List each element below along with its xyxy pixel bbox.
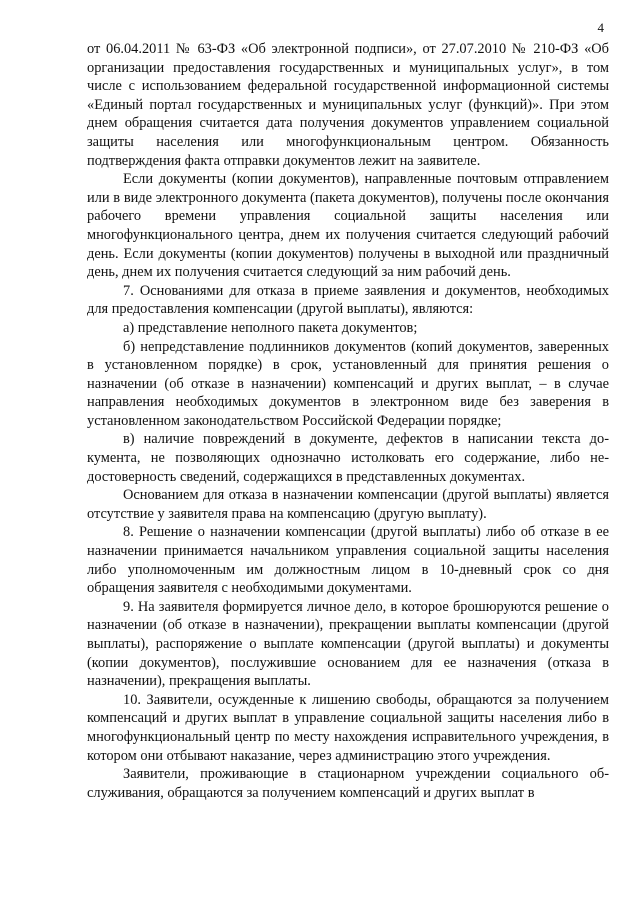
- paragraph-clause-9: 9. На заявителя формируется личное дело, в которое брошюруются решение о назначении (об отказе в назначении), прекращении выплаты компенсации (другой выплаты), распоряжение о выплате компенсации (другой выплаты) и документы (копии документов), послужившие основанием для ее назначения (отказа в назначении), прекращения выплаты.: [87, 598, 609, 690]
- paragraph-refusal-basis: Основанием для отказа в назначении компенсации (другой выплаты) является отсутствие у заявителя права на компенсацию (другую выплату).: [87, 487, 609, 522]
- paragraph-continued: от 06.04.2011 № 63-ФЗ «Об электронной подписи», от 27.07.2010 № 210-ФЗ «Об организации предоставления государственных и муниципальных услуг», в том числе с использованием федеральной государственной информационной системы «Единый портал государственных и муниципальных услуг (функций)». При этом днем обращения считается дата получения документов управлением социальной защиты населения или многофункциональным центром. Обязанность подтверждения факта отправки документов лежит на заявителе.: [87, 41, 609, 169]
- document-body: [87, 40, 609, 802]
- paragraph-residents: Заявители, проживающие в стационарном учреждении социального обслуживания, обращаются за получением компенсаций и других выплат в: [87, 766, 609, 801]
- paragraph-clause-7b: б) непредставление подлинников документов (копий документов, заверенных в установленном порядке) в срок, установленный для принятия решения о назначении (об отказе в назначении) компенсаций и других выплат, – в случае направления необходимых документов в электронном виде без заверения в установленном законодательством Российской Федерации порядке;: [87, 338, 609, 429]
- page-number: 4: [597, 20, 604, 35]
- paragraph-clause-8: 8. Решение о назначении компенсации (другой выплаты) либо об отказе в ее назначении принимается начальником управления социальной защиты населения либо уполномоченным им должностным лицом в 10-дневный срок со дня обращения заявителя с необходимыми документами.: [87, 524, 609, 597]
- paragraph-clause-7c: в) наличие повреждений в документе, дефектов в написании текста документа, не позволяющих однозначно истолковать его содержание, либо недостоверность сведений, содержащихся в представленных документах.: [87, 431, 609, 485]
- paragraph-clause-7: 7. Основаниями для отказа в приеме заявления и документов, необходимых для предоставления компенсации (другой выплаты), являются:: [87, 282, 609, 318]
- paragraph-documents-received: Если документы (копии документов), направленные почтовым отправлением или в виде электронного документа (пакета документов), получены после окончания рабочего времени управления социальной защиты населения или многофункционального центра, днем их получения считается следующий рабочий день. Если документы (копии документов) получены в выходной или праздничный день, днем их получения считается следующий за ним рабочий день.: [87, 171, 609, 281]
- paragraph-clause-10: 10. Заявители, осужденные к лишению свободы, обращаются за получением компенсаций и других выплат в управление социальной защиты населения либо в многофункциональный центр по месту нахождения исправительного учреждения, в котором они отбывают наказание, через администрацию этого учреждения.: [87, 691, 609, 764]
- paragraph-clause-7a: а) представление неполного пакета документов;: [123, 319, 418, 336]
